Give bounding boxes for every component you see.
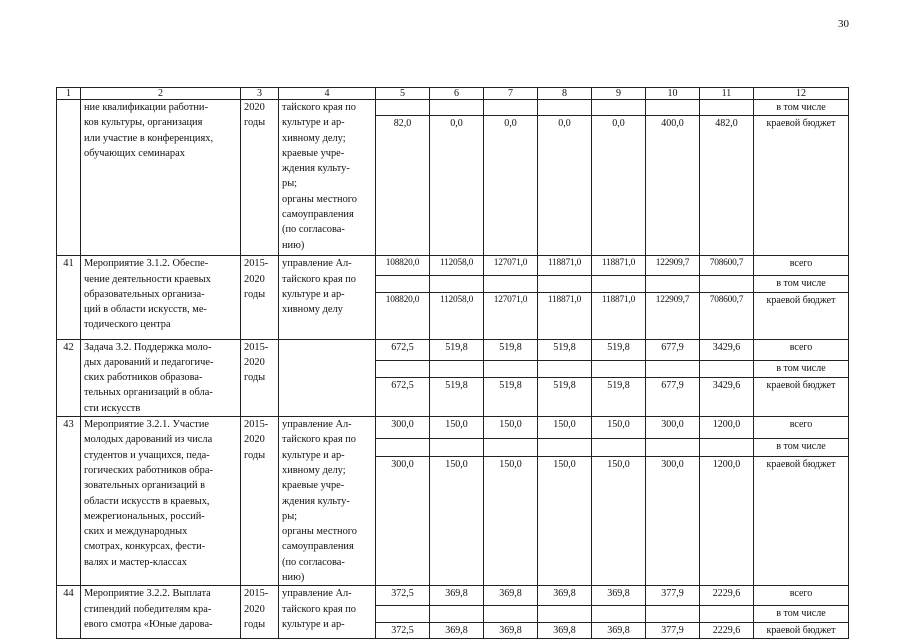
years (241, 256, 279, 339)
value-cell: 369,8 (592, 586, 646, 606)
text-line: ние квалификации работни- (84, 102, 208, 113)
task-description (81, 339, 241, 416)
text-line: стипендий победителям кра- (84, 603, 212, 615)
value-cell: 122909,7 (646, 292, 700, 339)
value-cell: 519,8 (484, 377, 538, 416)
empty-value-cell (376, 439, 430, 457)
empty-value-cell (646, 100, 700, 116)
empty-value-cell (430, 439, 484, 457)
value-cell: 150,0 (430, 457, 484, 586)
column-header: 6 (430, 88, 484, 100)
value-cell: 400,0 (646, 116, 700, 256)
value-cell: 519,8 (538, 377, 592, 416)
column-header: 3 (241, 88, 279, 100)
page-number: 30 (838, 18, 849, 30)
value-cell: 82,0 (376, 116, 430, 256)
text-line: культуре и ар- (282, 288, 345, 300)
executors (279, 100, 376, 256)
empty-value-cell (592, 606, 646, 622)
value-cell: 372,5 (376, 622, 430, 638)
text-line: гогических работников обра- (84, 464, 213, 476)
text-line: годы (244, 117, 266, 129)
value-cell: 118871,0 (538, 292, 592, 339)
value-cell: 127071,0 (484, 256, 538, 276)
table-row (57, 339, 849, 360)
empty-value-cell (376, 100, 430, 116)
text-line: 2020 (244, 356, 265, 368)
text-line: (по согласова- (282, 556, 345, 568)
value-cell: 1200,0 (700, 457, 754, 586)
funding-label: в том числе (754, 100, 849, 116)
funding-label: краевой бюджет (754, 116, 849, 256)
column-header: 11 (700, 88, 754, 100)
empty-value-cell (484, 360, 538, 377)
text-line: годы (244, 288, 266, 300)
text-line: 2020 (244, 434, 265, 446)
text-line: управление Ал- (282, 258, 352, 270)
text-line: молодых дарований из числа (84, 434, 213, 446)
row-number: 41 (57, 256, 81, 339)
text-line: самоуправления (282, 209, 354, 221)
task-description (81, 256, 241, 339)
value-cell: 677,9 (646, 377, 700, 416)
text-line: ры; (282, 510, 298, 522)
text-line: ры; (282, 178, 298, 190)
empty-value-cell (592, 100, 646, 116)
text-line: Мероприятие 3.2.1. Участие (84, 419, 210, 431)
text-line: культуре и ар- (282, 449, 345, 461)
value-cell: 112058,0 (430, 256, 484, 276)
text-line: 2015- (244, 419, 269, 431)
text-line: нию) (282, 572, 305, 584)
empty-value-cell (484, 606, 538, 622)
text-line: (по согласова- (282, 224, 345, 236)
value-cell: 677,9 (646, 339, 700, 360)
empty-value-cell (700, 360, 754, 377)
empty-value-cell (376, 360, 430, 377)
value-cell: 2229,6 (700, 622, 754, 638)
text-line: годы (244, 372, 266, 384)
empty-value-cell (376, 606, 430, 622)
empty-value-cell (538, 100, 592, 116)
table-row (57, 417, 849, 439)
text-line: ждения культу- (282, 163, 350, 175)
value-cell: 369,8 (430, 586, 484, 606)
text-line: Мероприятие 3.2.2. Выплата (84, 588, 211, 600)
column-header: 4 (279, 88, 376, 100)
value-cell: 708600,7 (700, 256, 754, 276)
value-cell: 150,0 (538, 417, 592, 439)
empty-value-cell (484, 100, 538, 116)
funding-label: краевой бюджет (754, 457, 849, 586)
text-line: образовательных организа- (84, 288, 205, 300)
value-cell: 3429,6 (700, 339, 754, 360)
empty-value-cell (376, 276, 430, 292)
text-line: 2020 (244, 102, 265, 113)
text-line: смотрах, конкурсах, фести- (84, 541, 206, 553)
empty-value-cell (430, 276, 484, 292)
years (241, 339, 279, 416)
text-line: нию) (282, 239, 305, 251)
funding-label: в том числе (754, 439, 849, 457)
value-cell: 369,8 (538, 586, 592, 606)
executors (279, 256, 376, 339)
value-cell: 519,8 (430, 339, 484, 360)
empty-value-cell (646, 360, 700, 377)
value-cell: 150,0 (430, 417, 484, 439)
text-line: дых дарований и педагогиче- (84, 356, 214, 368)
row-number: 42 (57, 339, 81, 416)
empty-value-cell (700, 606, 754, 622)
empty-value-cell (484, 439, 538, 457)
text-line: органы местного (282, 526, 357, 538)
empty-value-cell (592, 439, 646, 457)
empty-value-cell (592, 276, 646, 292)
value-cell: 672,5 (376, 377, 430, 416)
value-cell: 108820,0 (376, 292, 430, 339)
row-number: 44 (57, 586, 81, 639)
text-line: хивному делу; (282, 132, 346, 144)
funding-label: в том числе (754, 276, 849, 292)
value-cell: 300,0 (646, 457, 700, 586)
text-line: тельных организаций в обла- (84, 387, 213, 399)
value-cell: 482,0 (700, 116, 754, 256)
text-line: Мероприятие 3.1.2. Обеспе- (84, 258, 209, 270)
task-description (81, 417, 241, 586)
program-table (56, 87, 849, 639)
text-line: ждения культу- (282, 495, 350, 507)
text-line: тайского края по (282, 603, 356, 615)
text-line: управление Ал- (282, 588, 352, 600)
value-cell: 377,9 (646, 586, 700, 606)
empty-value-cell (646, 439, 700, 457)
value-cell: 300,0 (376, 417, 430, 439)
value-cell: 0,0 (592, 116, 646, 256)
value-cell: 127071,0 (484, 292, 538, 339)
funding-label: краевой бюджет (754, 622, 849, 638)
funding-label: всего (754, 339, 849, 360)
years (241, 586, 279, 639)
value-cell: 0,0 (430, 116, 484, 256)
empty-value-cell (592, 360, 646, 377)
empty-value-cell (646, 276, 700, 292)
text-line: студентов и учащихся, педа- (84, 449, 210, 461)
funding-label: всего (754, 256, 849, 276)
funding-label: краевой бюджет (754, 292, 849, 339)
text-line: 2015- (244, 588, 269, 600)
empty-value-cell (700, 100, 754, 116)
value-cell: 369,8 (484, 622, 538, 638)
value-cell: 519,8 (592, 377, 646, 416)
empty-value-cell (700, 276, 754, 292)
funding-label: в том числе (754, 606, 849, 622)
funding-label: всего (754, 586, 849, 606)
value-cell: 377,9 (646, 622, 700, 638)
empty-value-cell (538, 276, 592, 292)
value-cell: 300,0 (376, 457, 430, 586)
text-line: 2020 (244, 603, 265, 615)
column-header: 7 (484, 88, 538, 100)
value-cell: 150,0 (484, 457, 538, 586)
row-number (57, 100, 81, 256)
value-cell: 118871,0 (592, 292, 646, 339)
value-cell: 118871,0 (592, 256, 646, 276)
value-cell: 369,8 (484, 586, 538, 606)
row-number: 43 (57, 417, 81, 586)
empty-value-cell (430, 606, 484, 622)
text-line: краевые учре- (282, 480, 345, 492)
value-cell: 0,0 (484, 116, 538, 256)
empty-value-cell (646, 606, 700, 622)
text-line: области искусств в краевых, (84, 495, 210, 507)
text-line: управление Ал- (282, 419, 352, 431)
value-cell: 369,8 (592, 622, 646, 638)
task-description (81, 586, 241, 639)
table-row (57, 256, 849, 276)
text-line: валях и мастер-классах (84, 556, 187, 568)
text-line: самоуправления (282, 541, 354, 553)
table-row (57, 100, 849, 116)
empty-value-cell (430, 360, 484, 377)
value-cell: 672,5 (376, 339, 430, 360)
value-cell: 112058,0 (430, 292, 484, 339)
empty-value-cell (430, 100, 484, 116)
column-header: 1 (57, 88, 81, 100)
column-header: 9 (592, 88, 646, 100)
column-header: 10 (646, 88, 700, 100)
text-line: тайского края по (282, 273, 356, 285)
text-line: чение деятельности краевых (84, 273, 211, 285)
text-line: 2020 (244, 273, 265, 285)
text-line: или участие в конференциях, (84, 132, 214, 144)
value-cell: 0,0 (538, 116, 592, 256)
value-cell: 150,0 (484, 417, 538, 439)
text-line: культуре и ар- (282, 618, 345, 630)
column-header: 8 (538, 88, 592, 100)
text-line: культуре и ар- (282, 117, 345, 129)
value-cell: 708600,7 (700, 292, 754, 339)
value-cell: 369,8 (538, 622, 592, 638)
text-line: годы (244, 449, 266, 461)
funding-label: краевой бюджет (754, 377, 849, 416)
text-line: органы местного (282, 193, 357, 205)
text-line: краевые учре- (282, 147, 345, 159)
table-row (57, 586, 849, 606)
column-header: 2 (81, 88, 241, 100)
text-line: зовательных организаций в (84, 480, 206, 492)
text-line: годы (244, 618, 266, 630)
text-line: евого смотра «Юные дарова- (84, 618, 213, 630)
text-line: тайского края по (282, 434, 356, 446)
value-cell: 300,0 (646, 417, 700, 439)
executors (279, 417, 376, 586)
value-cell: 150,0 (592, 417, 646, 439)
text-line: ций в области искусств, ме- (84, 304, 207, 316)
value-cell: 519,8 (484, 339, 538, 360)
text-line: 2015- (244, 341, 269, 353)
text-line: хивному делу; (282, 464, 346, 476)
column-header: 12 (754, 88, 849, 100)
empty-value-cell (700, 439, 754, 457)
value-cell: 108820,0 (376, 256, 430, 276)
text-line: тодического центра (84, 319, 171, 331)
funding-label: в том числе (754, 360, 849, 377)
empty-value-cell (538, 606, 592, 622)
funding-label: всего (754, 417, 849, 439)
value-cell: 150,0 (538, 457, 592, 586)
text-line: Задача 3.2. Поддержка моло- (84, 341, 212, 353)
empty-value-cell (484, 276, 538, 292)
value-cell: 150,0 (592, 457, 646, 586)
value-cell: 519,8 (430, 377, 484, 416)
text-line: сти искусств (84, 402, 141, 414)
text-line: 2015- (244, 258, 269, 270)
column-header: 5 (376, 88, 430, 100)
empty-value-cell (538, 439, 592, 457)
text-line: обучающих семинарах (84, 147, 185, 159)
text-line: ских и международных (84, 526, 188, 538)
value-cell: 519,8 (538, 339, 592, 360)
value-cell: 372,5 (376, 586, 430, 606)
value-cell: 369,8 (430, 622, 484, 638)
value-cell: 2229,6 (700, 586, 754, 606)
text-line: межрегиональных, россий- (84, 510, 205, 522)
value-cell: 122909,7 (646, 256, 700, 276)
years (241, 417, 279, 586)
text-line: ков культуры, организация (84, 117, 203, 129)
empty-value-cell (538, 360, 592, 377)
executors (279, 586, 376, 639)
value-cell: 1200,0 (700, 417, 754, 439)
value-cell: 3429,6 (700, 377, 754, 416)
value-cell: 118871,0 (538, 256, 592, 276)
text-line: тайского края по (282, 102, 356, 113)
text-line: ских работников образова- (84, 372, 203, 384)
years (241, 100, 279, 256)
header-row (57, 88, 849, 100)
task-description (81, 100, 241, 256)
value-cell: 519,8 (592, 339, 646, 360)
text-line: хивному делу (282, 304, 343, 316)
executors (279, 339, 376, 416)
